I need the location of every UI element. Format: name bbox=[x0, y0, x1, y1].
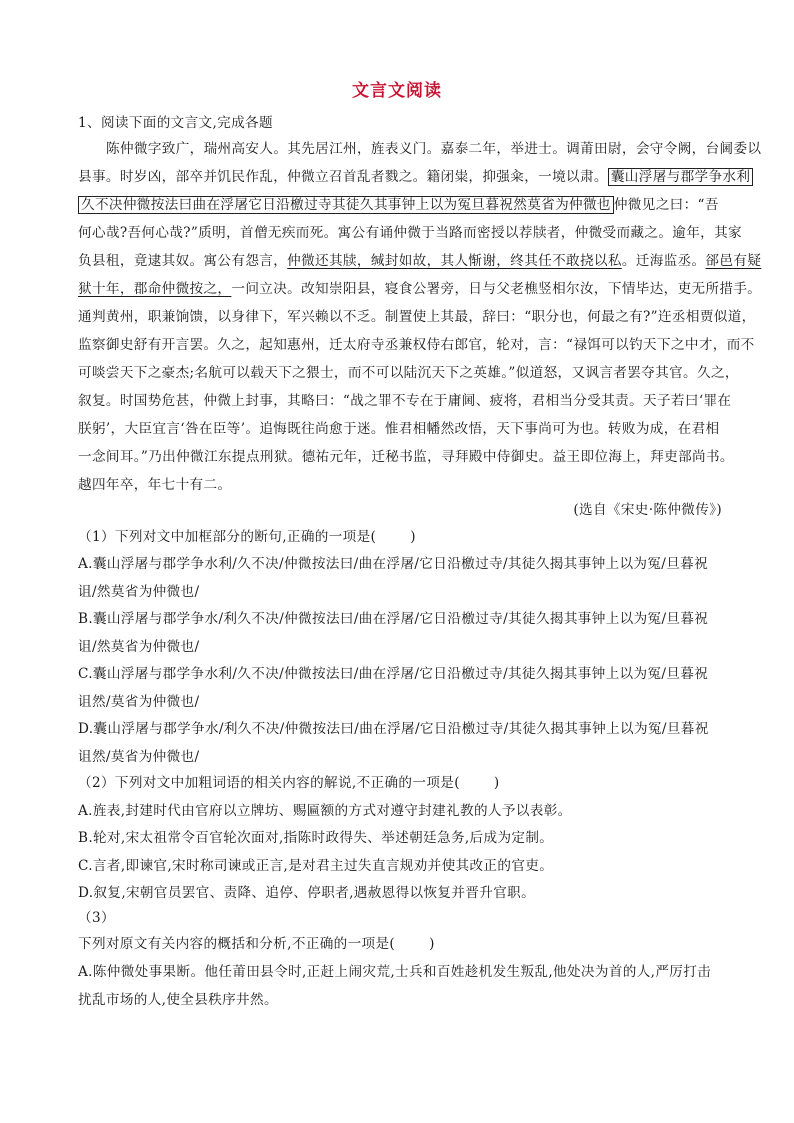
passage-line bbox=[78, 251, 761, 271]
boxed-passage: 久不决仲微按法曰曲在浮屠它日沿檄过寺其徒久其事钟上以为冤旦暮祝然莫省为仲微也 bbox=[78, 196, 614, 214]
question-stem-text: ) bbox=[493, 775, 500, 791]
option-b-cont: 诅/然莫省为仲微也/ bbox=[78, 639, 200, 655]
option-c: C.囊山浮屠与郡学争水利/久不决/仲微按法曰/曲在浮屠/它日沿檄过寺/其徒久揭其事钟上以为冤/旦暮祝 bbox=[78, 666, 709, 682]
option-b: B.轮对,宋太祖常令百官轮次面对,指陈时政得失、举述朝廷急务,后成为定制。 bbox=[78, 830, 554, 846]
passage-text: 负县租，竟逮其奴。寓公有怨言， bbox=[78, 253, 288, 269]
underlined-passage: 郤邑有疑 bbox=[705, 253, 762, 269]
option-a: A.陈仲微处事果断。他任莆田县令时,正赶上闹灾荒,士兵和百姓趁机发生叛乱,他处决为首的人,严厉打击 bbox=[78, 964, 712, 980]
option-a-cont: 诅/然莫省为仲微也/ bbox=[78, 584, 200, 600]
passage-line: 何心哉?吾何心哉?”质明，首僧无疾而死。寓公有诵仲微于当路而密授以荐牍者，仲微受而藏之。逾年，其家 bbox=[78, 225, 742, 241]
passage-text: 县事。时岁凶，部卒并饥民作乱，仲微立召首乱者戮之。籍闭粜，抑强籴，一境以肃。 bbox=[78, 169, 608, 185]
question-3-number: （3） bbox=[78, 910, 115, 926]
option-c: C.言者,即谏官,宋时称司谏或正言,是对君主过失直言规劝并使其改正的官吏。 bbox=[78, 858, 554, 874]
question-1-intro: 1、阅读下面的文言文,完成各题 bbox=[78, 115, 273, 131]
passage-line: 朕躬’，大臣宜言‘咎在臣等’。追悔既往尚愈于迷。惟君相幡然改悟，天下事尚可为也。转败为成，在君相 bbox=[78, 421, 720, 437]
question-3-stem bbox=[78, 934, 435, 954]
underlined-passage: 仲微还其牍，缄封如故，其人惭谢，终其任不敢挠以私 bbox=[287, 253, 622, 269]
passage-source: (选自《宋史·陈仲微传》) bbox=[573, 502, 722, 518]
passage-line bbox=[78, 167, 753, 187]
passage-line: 越四年卒，年七十有二。 bbox=[78, 477, 232, 493]
page-title: 文言文阅读 bbox=[352, 81, 442, 101]
underlined-passage: 狱十年，郡命仲微按之， bbox=[78, 281, 232, 297]
passage-line: 陈仲微字致广，瑞州高安人。其先居江州，旌表义门。嘉泰二年，举进士。调莆田尉，会守令阙，台阃委以 bbox=[106, 141, 762, 157]
passage-line: 可啖尝天下之豪杰;名航可以载天下之猥士，而不可以陆沉天下之英雄。”似道怒，又讽言者罢夺其官。久之， bbox=[78, 365, 739, 381]
passage-text: 仲微见之曰：“吾 bbox=[613, 197, 719, 213]
passage-text: 。迁海监丞。 bbox=[621, 253, 706, 269]
question-1-stem bbox=[78, 527, 416, 547]
option-a: A.囊山浮屠与郡学争水利/久不决/仲微按法曰/曲在浮屠/它日沿檄过寺/其徒久揭其事钟上以为冤/旦暮祝 bbox=[78, 556, 709, 572]
option-d-cont: 诅然/莫省为仲微也/ bbox=[78, 749, 200, 765]
passage-line: 叙复。时国势危甚，仲微上封事，其略曰：“战之罪不专在于庸阃、疲将，君相当分受其责。天子若曰‘罪在 bbox=[78, 393, 732, 409]
question-stem-text: ) bbox=[410, 529, 416, 545]
question-stem-text: （2）下列对文中加粗词语的相关内容的解说,不正确的一项是( bbox=[78, 775, 460, 791]
passage-line: 通判黄州，职兼饷馈，以身律下，军兴赖以不乏。制置使上其最，辞曰：“职分也，何最之有?”迕丞相贾似道， bbox=[78, 309, 756, 325]
passage-line bbox=[78, 279, 761, 299]
option-b: B.囊山浮屠与郡学争水/利久不决/仲微按法曰/曲在浮屠/它日沿檄过寺/其徒久揭其事钟上以为冤/旦暮祝 bbox=[78, 611, 709, 627]
question-stem-text: 下列对原文有关内容的概括和分析,不正确的一项是( bbox=[78, 936, 396, 952]
option-c-cont: 诅然/莫省为仲微也/ bbox=[78, 694, 200, 710]
option-a-cont: 扰乱市场的人,使全县秩序井然。 bbox=[78, 992, 278, 1008]
question-stem-text: ) bbox=[429, 936, 435, 952]
passage-text: 一问立决。改知崇阳县，寝食公署旁，日与父老樵竖相尔汝，下情毕达，吏无所措手。 bbox=[231, 281, 762, 297]
option-d: D.叙复,宋朝官员罢官、责降、追停、停职者,遇赦恩得以恢复并晋升官职。 bbox=[78, 885, 536, 901]
passage-line: 一念间耳。”乃出仲微江东提点刑狱。德祐元年，迁秘书监，寻拜殿中侍御史。益王即位海上，拜吏部尚书。 bbox=[78, 449, 734, 465]
boxed-passage: 囊山浮屠与郡学争水利 bbox=[608, 168, 753, 186]
option-a: A.旌表,封建时代由官府以立牌坊、赐匾额的方式对遵守封建礼教的人予以表彰。 bbox=[78, 803, 572, 819]
option-d: D.囊山浮屠与郡学争水/利久不决/仲微按法曰/曲在浮屠/它日沿檄过寺/其徒久揭其事钟上以为冤/旦暮祝 bbox=[78, 721, 709, 737]
passage-line: 监察御史舒有开言罢。久之，起知惠州，迁太府寺丞兼权侍右郎官，轮对，言：“禄饵可以钓天下之中才，而不 bbox=[78, 337, 755, 353]
question-2-stem bbox=[78, 773, 500, 793]
passage-line bbox=[78, 195, 719, 215]
question-stem-text: （1）下列对文中加框部分的断句,正确的一项是( bbox=[78, 529, 377, 545]
